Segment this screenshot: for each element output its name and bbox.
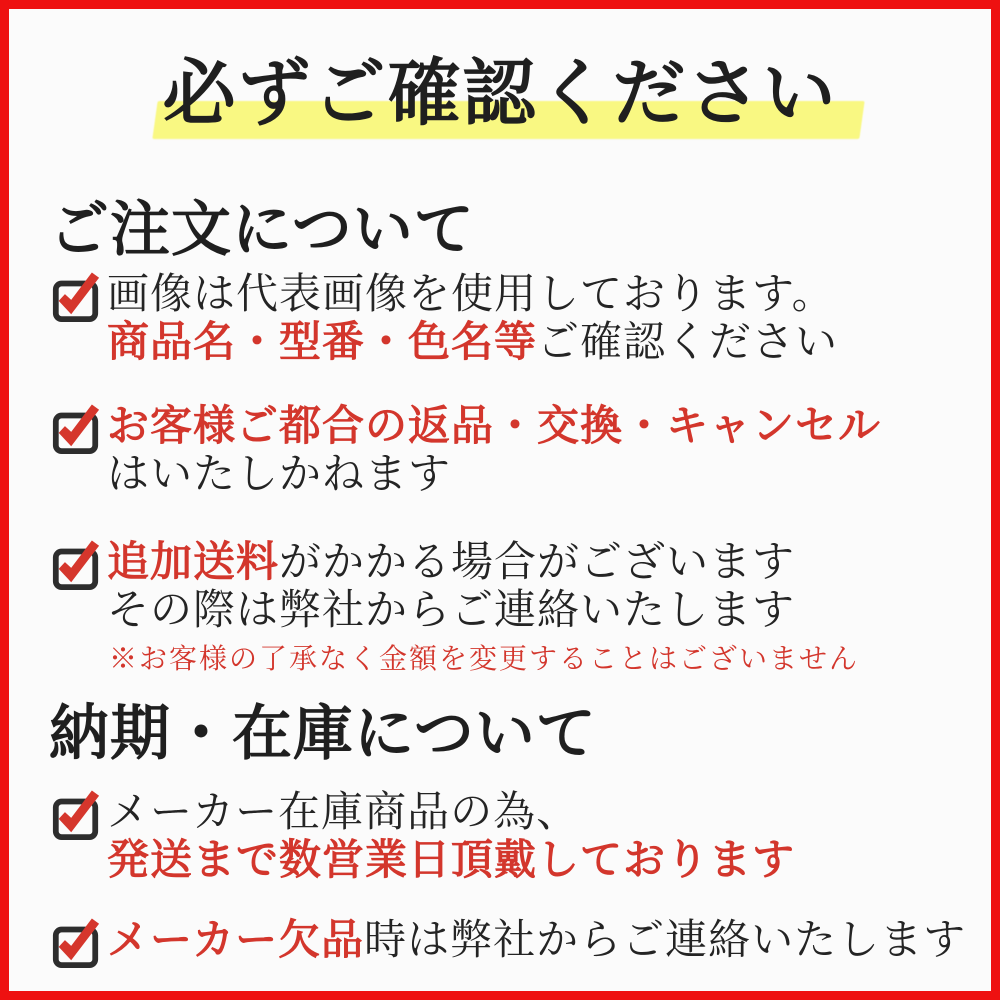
list-item bbox=[51, 539, 859, 677]
item-4-line-1: メーカー在庫商品の為、 bbox=[107, 790, 580, 836]
item-5-line-1: 時は弊社からご連絡いたします bbox=[364, 918, 967, 964]
item-3-footnote: ※お客様の了承なく金額を変更することはございません bbox=[109, 644, 860, 675]
item-5-line-1-emphasis: メーカー欠品 bbox=[107, 918, 365, 964]
item-2-line-2: はいたしかねます bbox=[107, 452, 452, 498]
list-item bbox=[51, 403, 881, 499]
item-1-line-2: ご確認ください bbox=[537, 320, 839, 366]
checked-checkbox-icon bbox=[51, 539, 101, 591]
checked-checkbox-icon bbox=[51, 789, 101, 841]
checked-checkbox-icon bbox=[51, 271, 101, 323]
item-text bbox=[107, 539, 859, 677]
item-2-line-1-emphasis: お客様ご都合の返品・交換・キャンセル bbox=[107, 404, 882, 450]
list-item bbox=[51, 271, 838, 367]
item-text bbox=[107, 789, 795, 885]
title-block bbox=[9, 47, 991, 157]
checked-checkbox-icon bbox=[51, 403, 101, 455]
item-3-line-1: がかかる場合がございます bbox=[279, 540, 796, 586]
page-title: 必ずご確認ください bbox=[162, 53, 838, 134]
item-1-line-1: 画像は代表画像を使用しております。 bbox=[107, 272, 835, 318]
item-4-line-2-emphasis: 発送まで数営業日頂戴しております bbox=[107, 838, 796, 884]
item-text bbox=[107, 271, 838, 367]
item-3-line-2: その際は弊社からご連絡いたします bbox=[107, 588, 796, 634]
checked-checkbox-icon bbox=[51, 917, 101, 969]
item-text bbox=[107, 403, 881, 499]
item-text bbox=[107, 917, 966, 965]
list-item bbox=[51, 917, 966, 969]
list-item bbox=[51, 789, 795, 885]
item-3-line-1-emphasis: 追加送料 bbox=[107, 540, 280, 586]
item-1-line-2-emphasis: 商品名・型番・色名等 bbox=[107, 320, 538, 366]
section-heading-delivery-stock: 納期・在庫について bbox=[49, 701, 597, 767]
section-heading-orders: ご注文について bbox=[49, 197, 475, 263]
